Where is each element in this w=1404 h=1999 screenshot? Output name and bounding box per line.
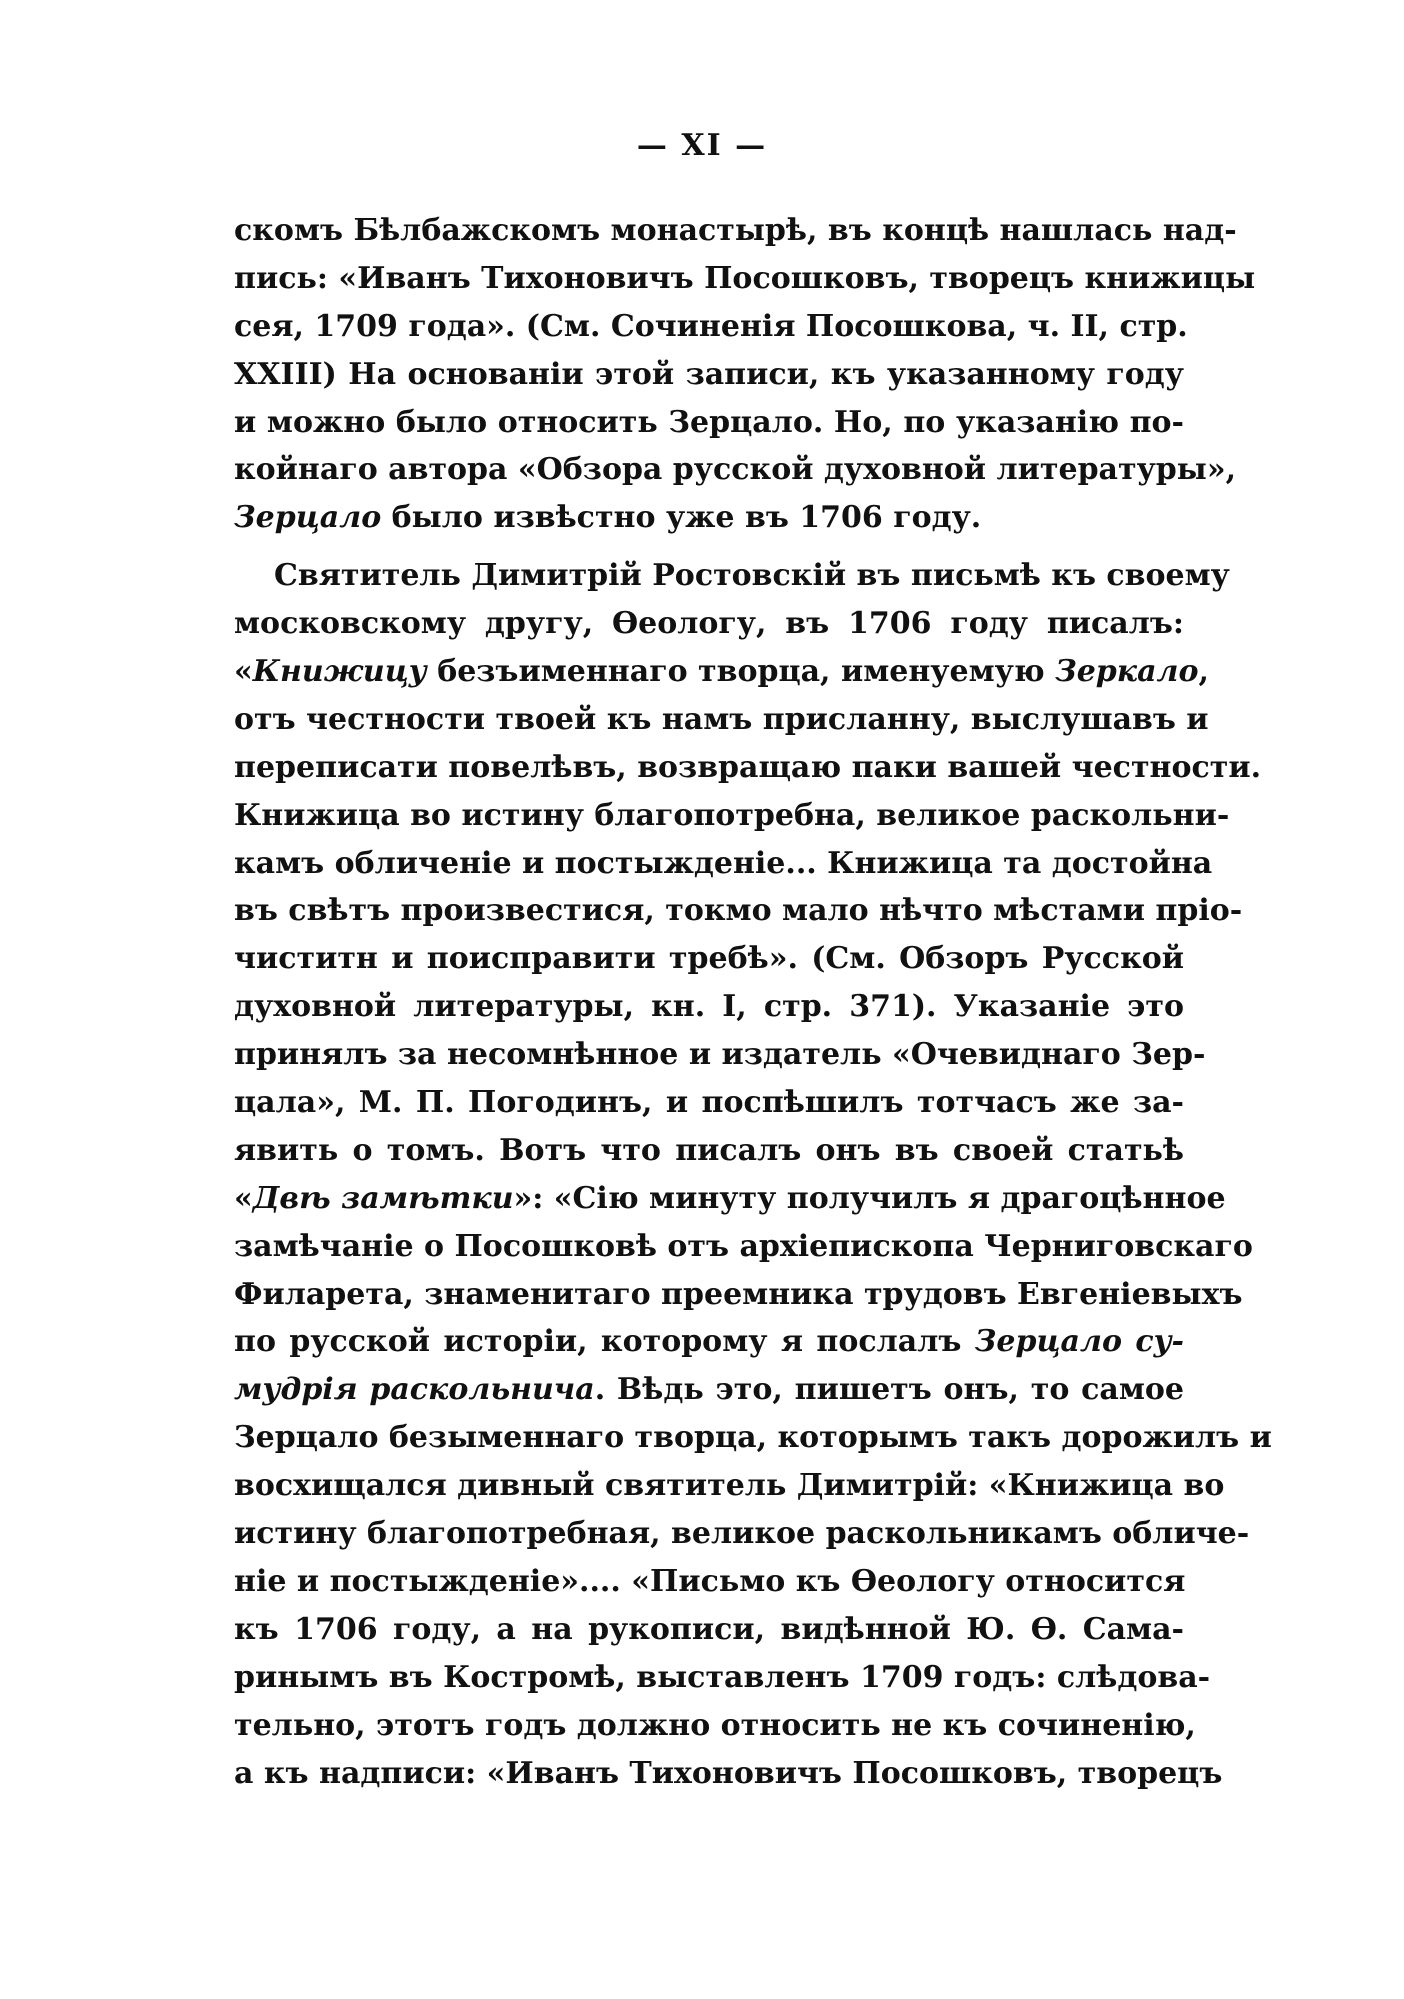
text-line: сея, 1709 года». (См. Сочиненія Посошкова, ч. II, стр. bbox=[234, 308, 1188, 344]
page-number: — XI — bbox=[636, 128, 768, 163]
text-line: «Книжицу безъименнаго творца, именуемую Зеркало, bbox=[234, 654, 1209, 690]
text-line: въ свѣтъ произвестися, токмо мало нѣчто мѣстами пріо- bbox=[234, 893, 1243, 929]
text-line: скомъ Бѣлбажскомъ монастырѣ, въ концѣ нашлась над- bbox=[234, 213, 1237, 248]
text-line: по русской исторіи, которому я послалъ Зерцало су- bbox=[234, 1324, 1184, 1360]
text-line: восхищался дивный святитель Димитрій: «Книжица во bbox=[234, 1468, 1225, 1504]
paragraph-1 bbox=[234, 207, 1256, 542]
body-text bbox=[234, 207, 1272, 1797]
text-line: мудрія раскольнича. Вѣдь это, пишетъ онъ, то самое bbox=[234, 1372, 1185, 1408]
text-line: истину благопотребная, великое раскольникамъ обличе- bbox=[234, 1516, 1250, 1552]
text-line: принялъ за несомнѣнное и издатель «Очевиднаго Зер- bbox=[234, 1037, 1206, 1073]
text-line: къ 1706 году, а на рукописи, видѣнной Ю. Ѳ. Сама- bbox=[234, 1611, 1184, 1647]
text-line: и можно было относить Зерцало. Но, по указанію по- bbox=[234, 404, 1184, 440]
text-line: чиститн и поисправити требѣ». (См. Обзоръ Русской bbox=[234, 941, 1184, 977]
text-line: койнаго автора «Обзора русской духовной литературы», bbox=[234, 452, 1237, 488]
text-line: Зерцало было извѣстно уже въ 1706 году. bbox=[234, 500, 982, 536]
text-line: ніе и постыжденіе».... «Письмо къ Ѳеологу относится bbox=[234, 1563, 1186, 1599]
text-line: а къ надписи: «Иванъ Тихоновичъ Посошковъ, творецъ bbox=[234, 1755, 1223, 1791]
text-line: явить о томъ. Вотъ что писалъ онъ въ своей статьѣ bbox=[234, 1132, 1184, 1168]
text-line: духовной литературы, кн. I, стр. 371). Указаніе это bbox=[234, 989, 1184, 1025]
text-line: московскому другу, Ѳеологу, въ 1706 году писалъ: bbox=[234, 606, 1184, 642]
text-line: XXIII) На основаніи этой записи, къ указанному году bbox=[234, 356, 1184, 392]
text-line: замѣчаніе о Посошковѣ отъ архіепископа Черниговскаго bbox=[234, 1228, 1253, 1264]
text-line: Зерцало безыменнаго творца, которымъ такъ дорожилъ и bbox=[234, 1420, 1272, 1456]
paragraph-2 bbox=[234, 552, 1272, 1797]
text-line: Святитель Димитрій Ростовскій въ письмѣ къ своему bbox=[274, 558, 1230, 594]
text-line: Книжица во истину благопотребна, великое раскольни- bbox=[234, 797, 1230, 833]
text-line: «Двѣ замѣтки»: «Сію минуту получилъ я драгоцѣнное bbox=[234, 1180, 1226, 1216]
text-line: цала», М. П. Погодинъ, и поспѣшилъ тотчасъ же за- bbox=[234, 1085, 1184, 1121]
text-line: ринымъ въ Костромѣ, выставленъ 1709 годъ: слѣдова- bbox=[234, 1659, 1211, 1695]
text-line: пись: «Иванъ Тихоновичъ Посошковъ, творецъ книжицы bbox=[234, 260, 1256, 296]
text-line: тельно, этотъ годъ должно относить не къ сочиненію, bbox=[234, 1707, 1196, 1743]
text-line: переписати повелѣвъ, возвращаю паки вашей честности. bbox=[234, 749, 1262, 785]
text-line: отъ честности твоей къ намъ присланну, выслушавъ и bbox=[234, 701, 1209, 737]
text-line: камъ обличеніе и постыжденіе... Книжица та достойна bbox=[234, 845, 1213, 881]
text-line: Филарета, знаменитаго преемника трудовъ Евгеніевыхъ bbox=[234, 1276, 1243, 1312]
